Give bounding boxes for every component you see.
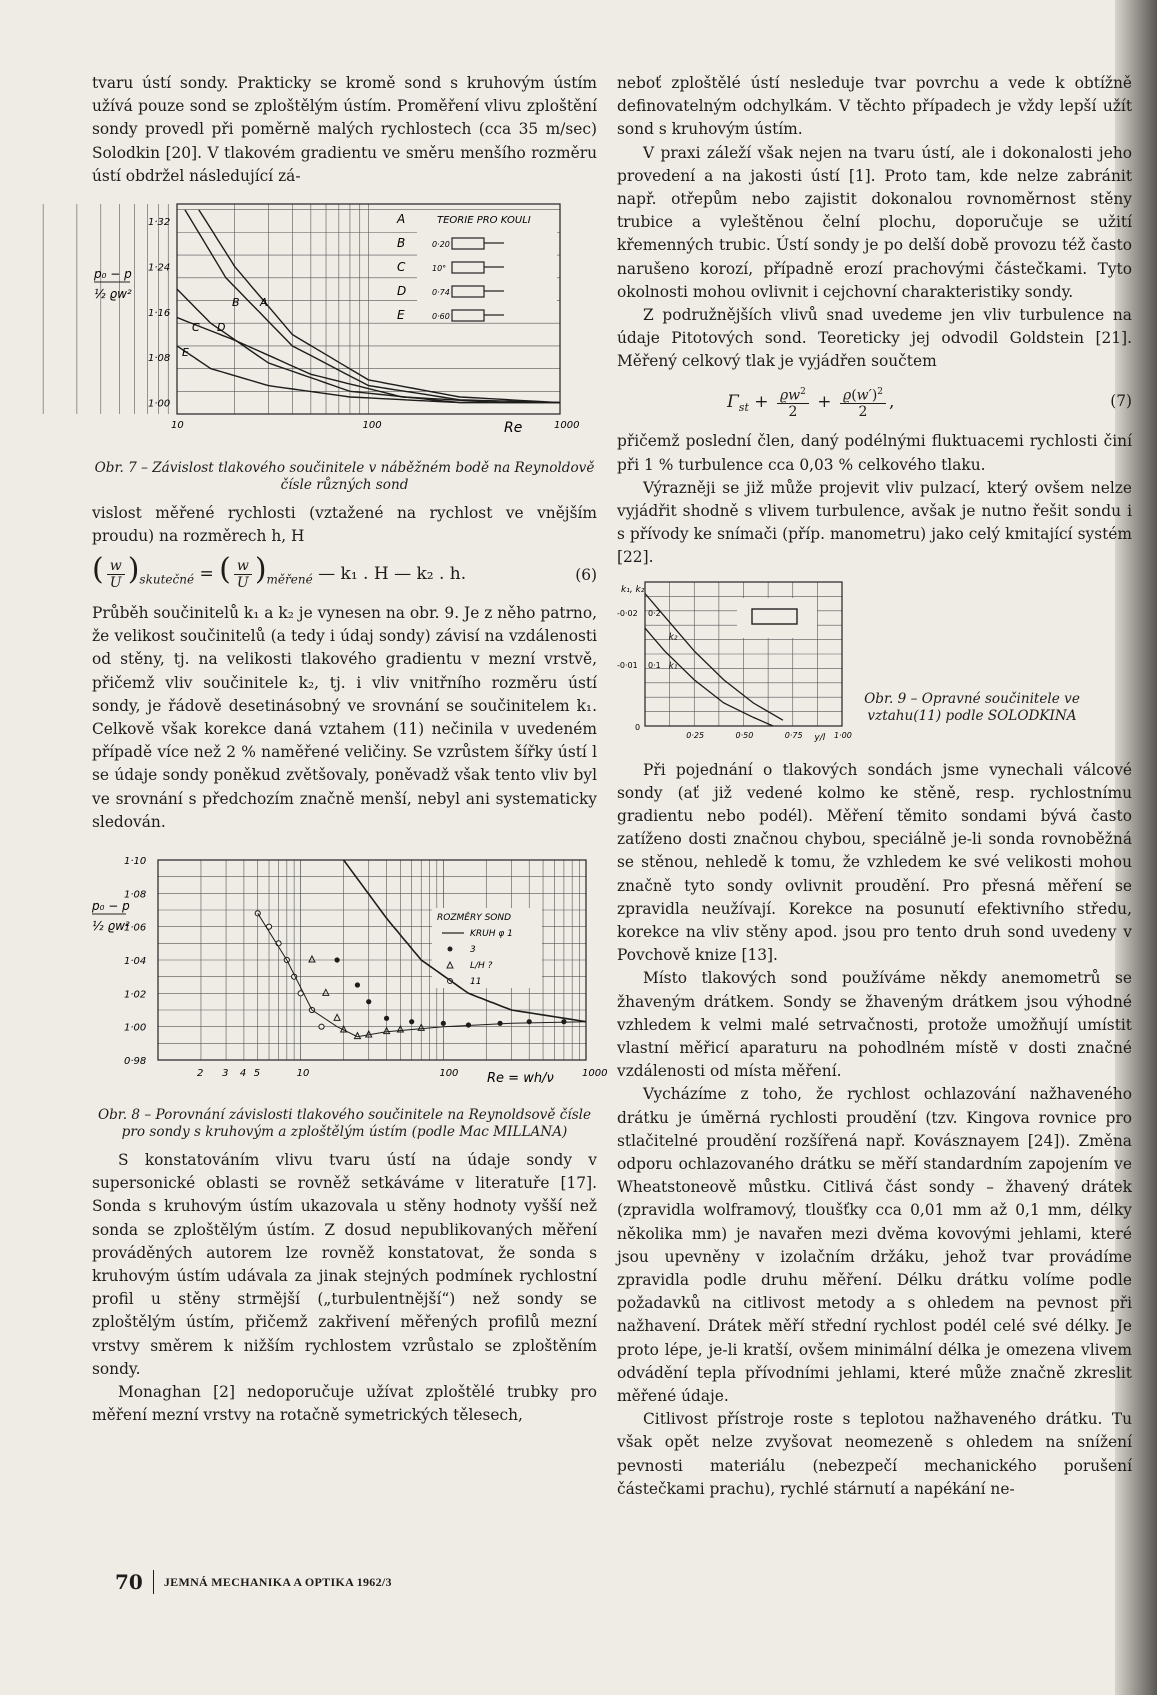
data-point-triangle — [323, 989, 329, 995]
x-tick-label: 5 — [253, 1068, 261, 1080]
legend-item-B: B — [397, 236, 406, 251]
y-tick-label: 1·02 — [124, 989, 147, 1001]
left-paragraph-3: Průběh součinitelů k₁ a k₂ je vynesen na obr. 9. Je z něho patrno, že velikost součinitelů (a tedy i údaj sondy) závisí na vzdálenosti od stěny, tj. na velikosti tlakového gradientu v mezní vrstvě, přičemž vliv součinitele k₂, tj. i vliv vnitřního rozměru ústí sondy, je řádově desetinásobný ve srovnání se součinitelem k₁. Celkově však korekce daná vztahem (11) nečinila v uvedeném případě více než 2 % naměřené veličiny. Se vzrůstem šířky ústí l se údaje sondy poněkud zvětšovaly, poněvadž však tento vliv byl ve srovnání s předchozím značně menší, nebyl ani systematicky sledován. — [92, 604, 597, 831]
x-tick-label: 1·00 — [834, 730, 852, 740]
x-axis-label: Re = wh/ν — [487, 1071, 554, 1087]
left-paragraph-1: tvaru ústí sondy. Prakticky se kromě sond s kruhovým ústím užívá pouze sond se zploštělým ústím. Proměření vlivu zploštění sondy provedl při poměrně malých rychlostech (cca 35 m/sec) Solodkin [20]. V tlakovém gradientu ve směru menšího rozměru ústí obdržel následující zá- — [92, 74, 597, 185]
figure-7-text: – Závislost tlakového součinitele v náběžném bodě na Reynoldově čísle různých sond — [141, 460, 595, 494]
equation-7 — [617, 384, 1132, 421]
equation-6-number: (6) — [575, 565, 597, 584]
data-point-dot — [527, 1019, 532, 1024]
figure-7 — [92, 196, 597, 456]
figure-9 — [617, 576, 1132, 751]
legend-item-C: C — [397, 260, 406, 275]
x-tick-label: 2 — [196, 1068, 204, 1080]
y-origin-label: 0 — [635, 722, 641, 732]
right-paragraph-6: Při pojednání o tlakových sondách jsme vynechali válcové sondy (ať již vedené kolmo ke stěně, resp. rychlostnímu gradientu nebo podél). Měření těmito sondami bývá často zatíženo dosti značnou chybou, speciálně je-li sonda rovnoběžná se stěnou, nehledě k tomu, že vzhledem ke své velikosti mohou značně tyto sondy ovlivnit proudění. Pro přesná měření se zpravidla neužívají. Korekce na posunutí efektivního středu, korekce na vliv stěny apod. jsou pro tento druh sond uvedeny v Povchově knize [13]. — [617, 760, 1132, 965]
y-tick-label: 1·08 — [148, 353, 171, 365]
legend-label: L/H ? — [470, 961, 493, 972]
curve-label-k2: k₂ — [668, 632, 678, 643]
y-axis-label: p₀ − p — [92, 899, 130, 914]
right-paragraph-4: přičemž poslední člen, daný podélnými fluktuacemi rychlosti činí při 1 % turbulence cca 0,03 % celkového tlaku. — [617, 432, 1132, 474]
y-tick-label-k2: 0·2 — [648, 608, 661, 618]
figure-8-label: Obr. 8 — [97, 1107, 141, 1124]
x-axis-label: y/l — [814, 732, 826, 743]
x-tick-label: 0·25 — [686, 730, 705, 740]
x-tick-label: 3 — [222, 1068, 229, 1080]
left-paragraph-5: Monaghan [2] nedoporučuje užívat zploštělé trubky pro měření mezní vrstvy na rotačně symetrických tělesech, — [92, 1383, 597, 1425]
probe-inset-bg — [737, 598, 817, 638]
y-axis-label-denominator: ½ ϱw² — [92, 919, 130, 934]
y-tick-label-k1: -0·01 — [617, 660, 638, 670]
data-point-dot — [366, 999, 371, 1004]
data-point-triangle — [334, 1014, 340, 1020]
footer-divider — [153, 1570, 154, 1594]
curve-label-C: C — [192, 321, 200, 335]
equation-7-number: (7) — [1110, 392, 1132, 411]
x-axis-label: Re — [504, 420, 523, 437]
figure-8-text: – Porovnání závislosti tlakového součinitele na Reynoldsově čísle pro sondy s kruhovým a zploštělým ústím (podle Mac MILLANA) — [121, 1107, 592, 1141]
y-tick-label-k1: -0·02 — [617, 608, 638, 618]
legend-marker-dot — [448, 947, 453, 952]
left-paragraph-4: S konstatováním vlivu tvaru ústí na údaje sondy v supersonické oblasti se rovněž setkáváme v literatuře [17]. Sonda s kruhovým ústím ukazovala u stěny hodnoty vyšší než sonda se zploštělým ústím. Z dosud nepublikovaných měření prováděných autorem lze rovněž konstatovat, že sonda s kruhovým ústím udávala za jinak stejných podmínek rychlostní profil u stěny strmější („turbulentnější“) než sondy se zploštělým ústím, přičemž zakřivení měřených profilů mezní vrstvy směrem k nižším rychlostem vzrůstalo se zploštěním sondy. — [92, 1151, 597, 1378]
y-axis-label-denominator: ½ ϱw² — [94, 287, 132, 302]
y-tick-label: 1·32 — [148, 217, 171, 229]
equation-6-body: ( $\frac{w}{U}$ )$_{skutečné}$ = ( $\frac{w}{U}$ )$_{měřené}$ — k₁ . H — k₂ . h. — [92, 552, 467, 592]
legend-label: 3 — [470, 945, 476, 956]
left-paragraph-2: vislost měřené rychlosti (vztažené na rychlost ve vnějším proudu) na rozměrech h, H — [92, 504, 597, 546]
legend-value: 0·20 — [432, 240, 450, 250]
right-paragraph-5: Výrazněji se již může projevit vliv pulzací, který ovšem nelze vyjádřit shodně s vlivem turbulence, avšak je nutno řešit sondu i s přívody ke snímači (příp. manometru) jako celý kmitající systém [22]. — [617, 478, 1132, 567]
right-paragraph-7: Místo tlakových sond používáme někdy anemometrů se žhaveným drátkem. Sondy se žhaveným drátkem jsou výhodné vzhledem k velmi malé setrvačnosti, protože umožňují umístit vlastní měřicí aparaturu na pohodlném místě v dosti značné vzdálenosti od místa měření. — [617, 969, 1132, 1081]
x-tick-label: 10 — [296, 1068, 310, 1080]
figure-8-caption — [92, 1107, 597, 1141]
data-point-dot — [409, 1019, 414, 1024]
x-tick-label: 0·50 — [735, 730, 754, 740]
data-point-dot — [441, 1021, 446, 1026]
y-tick-label: 1·00 — [148, 398, 171, 410]
curve-label-k1: k₁ — [668, 660, 678, 671]
data-point-dot — [355, 982, 360, 987]
y-tick-label: 1·04 — [124, 956, 147, 968]
legend-label: 11 — [470, 977, 482, 988]
legend-item-A: A — [397, 212, 406, 227]
figure-7-caption — [92, 460, 597, 494]
figure-9-chart — [617, 576, 852, 751]
legend-item-D: D — [397, 284, 407, 299]
y-tick-label: 1·24 — [148, 262, 171, 274]
data-point-circle — [319, 1024, 324, 1029]
eq6-rhs-sub: měřené — [266, 572, 313, 587]
x-tick-label: 100 — [439, 1068, 459, 1080]
page-number: 70 — [115, 1570, 143, 1594]
left-column — [92, 72, 608, 1427]
figure-8 — [92, 848, 608, 1103]
y-tick-label-k2: 0·1 — [648, 660, 661, 670]
x-tick-label: 1000 — [554, 420, 580, 432]
right-paragraph-1: neboť zploštělé ústí nesleduje tvar povrchu a vede k obtížně definovatelným odchylkám. V těchto případech je vždy lepší užít sond s kruhovým ústím. — [617, 74, 1132, 139]
right-paragraph-9: Citlivost přístroje roste s teplotou nažhaveného drátku. Tu však opět nelze zvyšovat neomezeně s ohledem na snížení pevnosti materiálu (nebezpečí mechanického porušení částečkami prachu), rychlé stárnutí a napékání ne- — [617, 1410, 1132, 1498]
right-paragraph-3: Z podružnějších vlivů snad uvedeme jen vliv turbulence na údaje Pitotových sond. Teoreticky jej odvodil Goldstein [21]. Měřený celkový tlak je vyjádřen součtem — [617, 306, 1132, 371]
legend-value: 10° — [432, 264, 447, 274]
x-tick-label: 4 — [239, 1068, 247, 1080]
data-point-triangle — [309, 956, 315, 962]
curve-label-A: A — [260, 296, 268, 310]
legend-item-E: E — [397, 308, 405, 323]
x-tick-label: 100 — [362, 420, 382, 432]
right-column — [617, 72, 1132, 1501]
x-tick-label: 1000 — [582, 1068, 608, 1080]
y-tick-label: 0·98 — [124, 1056, 147, 1068]
legend-title: ROZMĚRY SOND — [437, 913, 512, 924]
curve-label-E: E — [182, 346, 189, 360]
x-tick-label: 10 — [171, 420, 184, 432]
equation-7-body: $\Gamma_{st}$ + $\frac{ϱw^2}{2}$ + $\frac{ϱ(w')^2}{2}$ , — [727, 384, 894, 421]
curve-label-B: B — [232, 296, 240, 310]
y-tick-label: 1·00 — [124, 1022, 147, 1034]
y-tick-label: 1·08 — [124, 889, 147, 901]
figure-8-chart — [92, 848, 608, 1103]
x-tick-label: 0·75 — [784, 730, 803, 740]
legend-title: TEORIE PRO KOULI — [437, 215, 531, 227]
figure-7-chart — [92, 196, 597, 456]
eq6-lhs-sub: skutečné — [139, 572, 195, 587]
journal-name: JEMNÁ MECHANIKA A OPTIKA 1962/3 — [163, 1574, 392, 1589]
y-axis-label: k₁, k₂ — [621, 584, 645, 595]
page-footer — [115, 1570, 392, 1594]
eq6-tail: — k₁ . H — k₂ . h. — [318, 564, 467, 585]
y-tick-label: 1·10 — [124, 856, 147, 868]
right-paragraph-8: Vycházíme z toho, že rychlost ochlazování nažhaveného drátku je úměrná rychlosti proudění (tzv. Kingova rovnice pro stlačitelné proudění rozšířená např. Kovásznayem [24]). Změna odporu ochlazovaného drátku se měří standardním zapojením ve Wheatstoneově můstku. Citlivá část sondy – žhavený drátek (zpravidla wolframový, tloušťky cca 0,01 mm až 0,1 mm, délky několika mm) je navařen mezi dvěma kovovými jehlami, které jsou upevněny v izolačním držáku, jehož tvar provádíme zpravidla podle druhu měření. Délku drátku volíme podle požadavků na citlivost metody a s ohledem na pevnost při nažhavení. Drátek měří střední rychlost podél celé své délky. Je proto lépe, je-li kratší, ovšem minimální délka je omezena vlivem odvádění tepla přívodními jehlami, které může značně zkreslit měřené údaje. — [617, 1085, 1132, 1405]
y-axis-label: p₀ − p — [94, 267, 132, 282]
legend-value: 0·74 — [432, 288, 450, 298]
equation-6 — [92, 552, 597, 592]
right-paragraph-2: V praxi záleží však nejen na tvaru ústí, ale i dokonalosti jeho provedení a na jakosti ústí [1]. Proto tam, kde nelze zabránit např. otřepům nebo zajistit dokonalou rovnoměrnost stěny trubice a vyleštěnou čelní plochu, doporučuje se užití křemenných trubic. Ústí sondy je po delší době provozu též často narušeno korozí, případně erozí prachovými částečkami. Tyto okolnosti mohou ovlivnit i cejchovní charakteristiky sondy. — [617, 143, 1132, 301]
legend-value: 0·60 — [432, 312, 450, 322]
figure-7-label: Obr. 7 — [94, 460, 137, 477]
y-tick-label: 1·06 — [124, 922, 147, 934]
data-point-dot — [384, 1016, 389, 1021]
figure-9-caption: Obr. 9 – Opravné součinitele ve vztahu(11) podle SOLODKINA — [864, 690, 1080, 724]
y-tick-label: 1·16 — [148, 307, 171, 319]
data-point-dot — [334, 957, 339, 962]
curve-label-D: D — [217, 321, 226, 335]
legend-label: KRUH φ 1 — [470, 929, 513, 940]
